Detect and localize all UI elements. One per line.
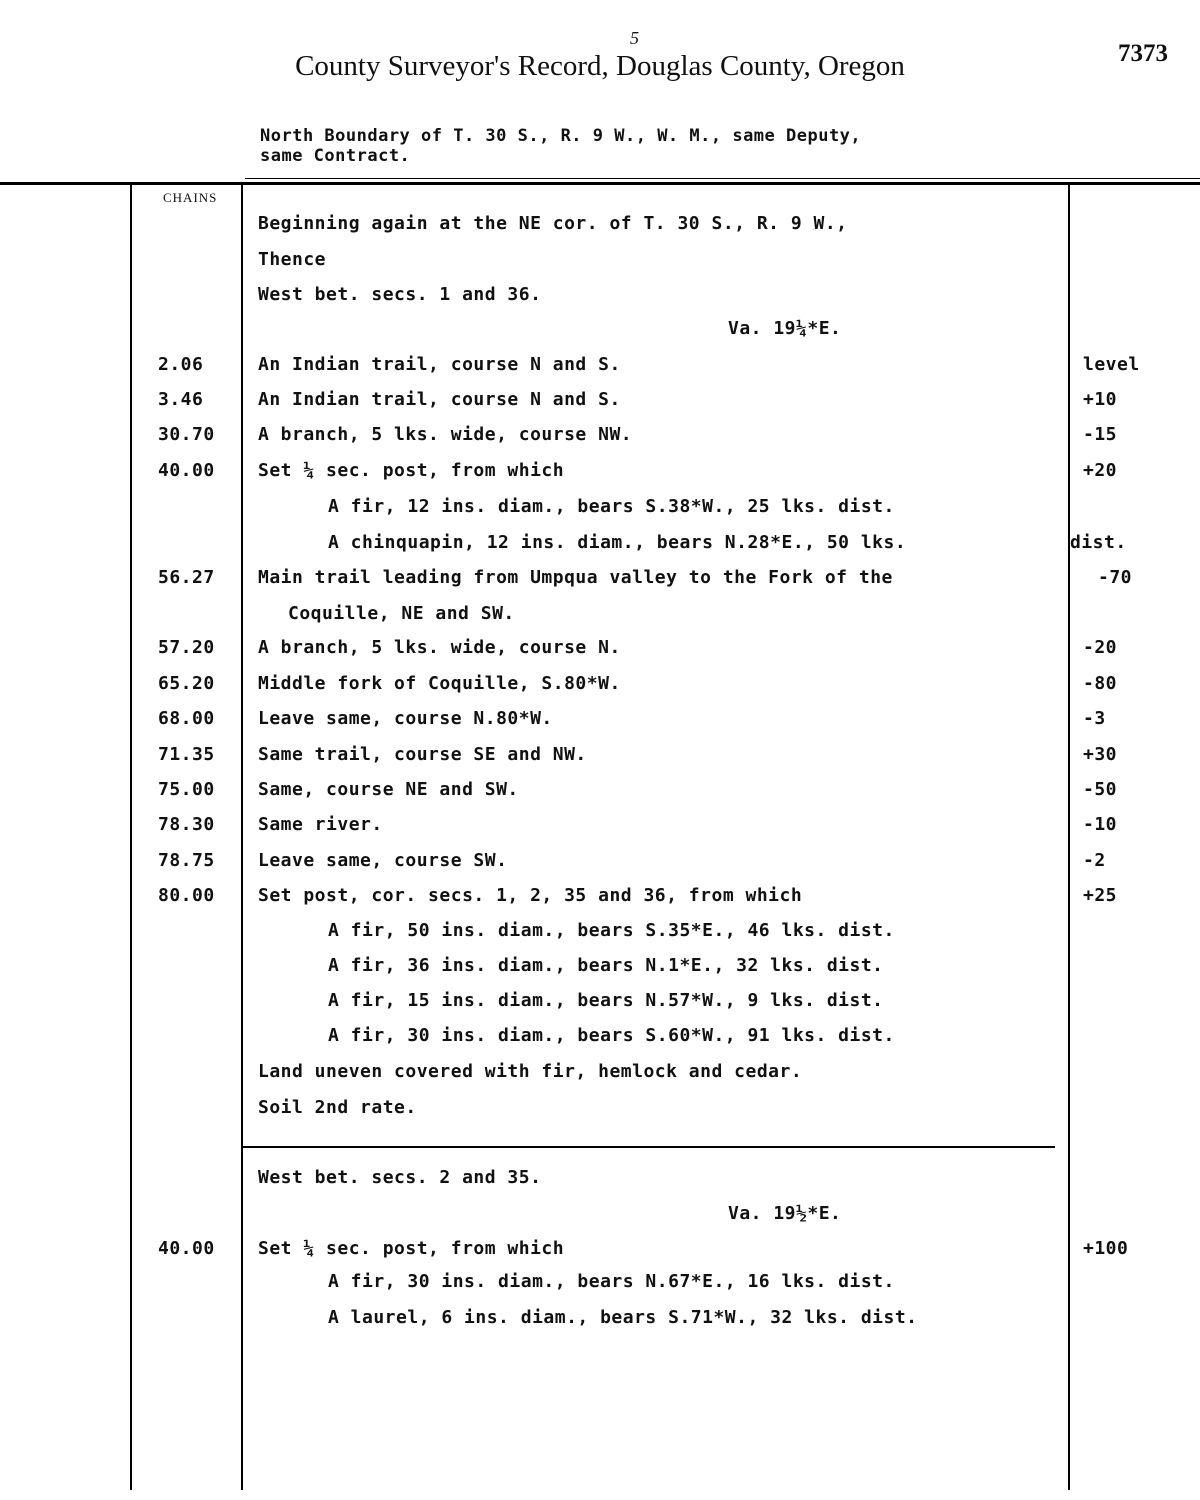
description-cell: A chinquapin, 12 ins. diam., bears N.28*E., 50 lks.: [328, 532, 907, 553]
table-row: [0, 985, 1200, 1017]
description-cell: Main trail leading from Umpqua valley to the Fork of the: [258, 567, 893, 588]
elevation-cell: +20: [1083, 460, 1118, 481]
variation-cell: Va. 19¼*E.: [728, 318, 842, 339]
description-cell: Same trail, course SE and NW.: [258, 744, 587, 765]
table-row: [0, 668, 1200, 700]
sub-heading-line: North Boundary of T. 30 S., R. 9 W., W. M., same Deputy,: [260, 126, 862, 146]
elevation-cell: -2: [1083, 850, 1106, 871]
description-cell: A fir, 15 ins. diam., bears N.57*W., 9 lks. dist.: [328, 990, 884, 1011]
section-divider: [243, 1146, 1055, 1148]
page-mark: 5: [630, 28, 639, 48]
table-row: [0, 384, 1200, 416]
elevation-cell: dist.: [1070, 532, 1127, 553]
chain-cell: 65.20: [158, 673, 215, 694]
table-row: [0, 1020, 1200, 1052]
description-cell: West bet. secs. 2 and 35.: [258, 1167, 542, 1188]
table-row: [0, 279, 1200, 311]
table-row: [0, 313, 1200, 345]
description-cell: Soil 2nd rate.: [258, 1097, 417, 1118]
chain-cell: 78.30: [158, 814, 215, 835]
table-row: [0, 562, 1200, 594]
table-row: [0, 809, 1200, 841]
table-row: [0, 1302, 1200, 1334]
description-cell: A fir, 50 ins. diam., bears S.35*E., 46 lks. dist.: [328, 920, 895, 941]
description-cell: Thence: [258, 249, 327, 270]
table-row: [0, 491, 1200, 523]
elevation-cell: -70: [1098, 567, 1133, 588]
elevation-cell: +25: [1083, 885, 1118, 906]
table-row: [0, 1198, 1200, 1230]
description-cell: Beginning again at the NE cor. of T. 30 S., R. 9 W.,: [258, 213, 848, 234]
chain-cell: 56.27: [158, 567, 215, 588]
table-row: [0, 1233, 1200, 1265]
table-row: [0, 632, 1200, 664]
chain-cell: 80.00: [158, 885, 215, 906]
chain-cell: 30.70: [158, 424, 215, 445]
sub-heading-line: same Contract.: [260, 146, 411, 166]
description-cell: An Indian trail, course N and S.: [258, 354, 621, 375]
elevation-cell: +100: [1083, 1238, 1129, 1259]
table-row: [0, 527, 1200, 559]
chain-cell: 78.75: [158, 850, 215, 871]
description-cell: Coquille, NE and SW.: [288, 603, 515, 624]
chain-cell: 75.00: [158, 779, 215, 800]
table-row: [0, 739, 1200, 771]
description-cell: A branch, 5 lks. wide, course NW.: [258, 424, 633, 445]
table-row: [0, 845, 1200, 877]
table-row: [0, 1092, 1200, 1124]
table-row: [0, 880, 1200, 912]
table-row: [0, 1056, 1200, 1088]
description-cell: Set ¼ sec. post, from which: [258, 460, 565, 481]
elevation-cell: +10: [1083, 389, 1118, 410]
table-row: [0, 455, 1200, 487]
description-cell: Set ¼ sec. post, from which: [258, 1238, 565, 1259]
table-row: [0, 419, 1200, 451]
elevation-cell: level: [1083, 354, 1140, 375]
description-cell: Leave same, course N.80*W.: [258, 708, 553, 729]
chain-cell: 3.46: [158, 389, 204, 410]
description-cell: An Indian trail, course N and S.: [258, 389, 621, 410]
chains-column-header: CHAINS: [163, 190, 218, 205]
table-row: [0, 950, 1200, 982]
elevation-cell: -3: [1083, 708, 1106, 729]
table-row: [0, 244, 1200, 276]
description-cell: A branch, 5 lks. wide, course N.: [258, 637, 621, 658]
chain-cell: 40.00: [158, 460, 215, 481]
page-number: 7373: [1118, 40, 1168, 67]
header-rule-thin: [245, 178, 1200, 179]
chain-cell: 71.35: [158, 744, 215, 765]
description-cell: A fir, 36 ins. diam., bears N.1*E., 32 lks. dist.: [328, 955, 884, 976]
variation-cell: Va. 19½*E.: [728, 1203, 842, 1224]
elevation-cell: -20: [1083, 637, 1118, 658]
sub-heading: [260, 126, 861, 166]
table-row: [0, 774, 1200, 806]
table-row: [0, 598, 1200, 630]
elevation-cell: -15: [1083, 424, 1118, 445]
header-rule: [0, 182, 1200, 185]
chain-cell: 40.00: [158, 1238, 215, 1259]
page-title: County Surveyor's Record, Douglas County, Oregon: [295, 50, 905, 82]
description-cell: Land uneven covered with fir, hemlock and cedar.: [258, 1061, 803, 1082]
elevation-cell: -10: [1083, 814, 1118, 835]
table-row: [0, 349, 1200, 381]
chain-cell: 68.00: [158, 708, 215, 729]
elevation-cell: -50: [1083, 779, 1118, 800]
table-row: [0, 703, 1200, 735]
description-cell: Set post, cor. secs. 1, 2, 35 and 36, from which: [258, 885, 803, 906]
description-cell: Same river.: [258, 814, 383, 835]
table-row: [0, 1162, 1200, 1194]
chain-cell: 2.06: [158, 354, 204, 375]
table-row: [0, 208, 1200, 240]
description-cell: Middle fork of Coquille, S.80*W.: [258, 673, 621, 694]
table-row: [0, 1266, 1200, 1298]
table-row: [0, 915, 1200, 947]
description-cell: A laurel, 6 ins. diam., bears S.71*W., 32 lks. dist.: [328, 1307, 918, 1328]
description-cell: A fir, 30 ins. diam., bears N.67*E., 16 lks. dist.: [328, 1271, 895, 1292]
elevation-cell: +30: [1083, 744, 1118, 765]
description-cell: Same, course NE and SW.: [258, 779, 519, 800]
description-cell: A fir, 12 ins. diam., bears S.38*W., 25 lks. dist.: [328, 496, 895, 517]
description-cell: Leave same, course SW.: [258, 850, 508, 871]
description-cell: A fir, 30 ins. diam., bears S.60*W., 91 lks. dist.: [328, 1025, 895, 1046]
description-cell: West bet. secs. 1 and 36.: [258, 284, 542, 305]
elevation-cell: -80: [1083, 673, 1118, 694]
chain-cell: 57.20: [158, 637, 215, 658]
